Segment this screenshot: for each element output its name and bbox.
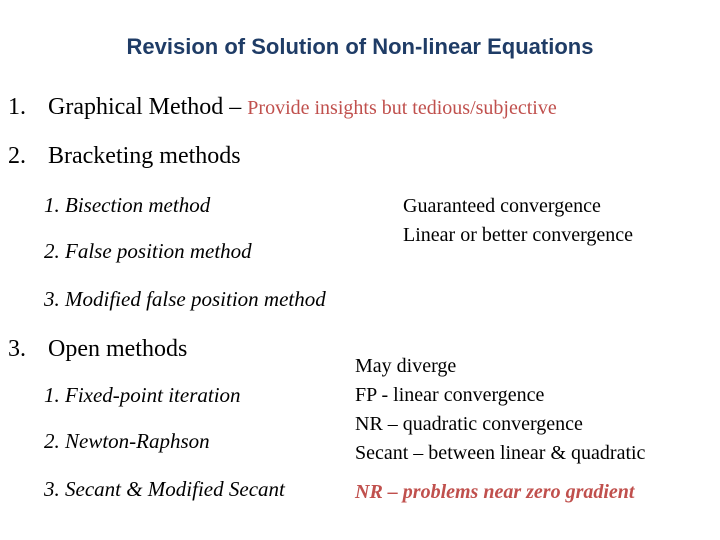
nr-warning-note: NR – problems near zero gradient (355, 481, 635, 503)
note-line: May diverge (355, 355, 457, 377)
item-open-methods (8, 334, 187, 364)
open-methods-notes (355, 352, 645, 468)
item-label: Bracketing methods (48, 143, 241, 169)
sub-item-newton-raphson: 2. Newton-Raphson (44, 429, 210, 453)
sub-item-bisection: 1. Bisection method (44, 193, 211, 217)
note-line: Guaranteed convergence (403, 195, 601, 217)
slide-title: Revision of Solution of Non-linear Equations (126, 34, 594, 59)
item-number: 1. (8, 94, 26, 120)
sub-item-secant: 3. Secant & Modified Secant (44, 477, 285, 501)
sub-item-fixed-point: 1. Fixed-point iteration (44, 383, 241, 407)
note-line: NR – quadratic convergence (355, 413, 583, 435)
item-graphical-method (8, 92, 557, 123)
note-line: Secant – between linear & quadratic (355, 442, 646, 464)
bracketing-notes (403, 192, 633, 250)
sub-item-modified-false-position: 3. Modified false position method (44, 287, 326, 311)
item-number: 2. (8, 143, 26, 169)
item-note: Provide insights but tedious/subjective (247, 97, 557, 119)
item-label: Open methods (48, 336, 188, 362)
item-label: Graphical Method – (48, 94, 248, 120)
item-bracketing-methods (8, 141, 241, 171)
item-number: 3. (8, 336, 26, 362)
sub-item-false-position: 2. False position method (44, 239, 252, 263)
note-line: Linear or better convergence (403, 224, 634, 246)
note-line: FP - linear convergence (355, 384, 545, 406)
